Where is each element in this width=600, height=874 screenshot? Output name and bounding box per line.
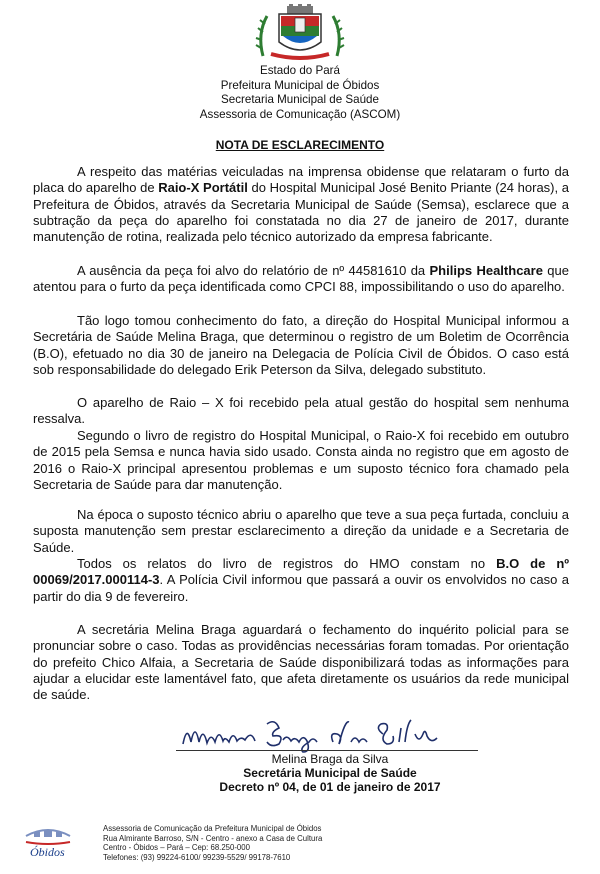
header-ascom: Assessoria de Comunicação (ASCOM) <box>199 107 401 121</box>
letterhead <box>0 64 600 122</box>
coat-of-arms-logo <box>253 4 347 62</box>
paragraph-7 <box>33 556 569 605</box>
text-span: que atentou para o furto da peça identificada como CPCI 88, impossibilitando o uso do aparelho. <box>33 263 569 295</box>
footer-line-ascom: Assessoria de Comunicação da Prefeitura Municipal de Óbidos <box>103 824 322 833</box>
bold-text: B.O de nº 00069/2017.000114-3 <box>33 556 570 588</box>
handwritten-signature <box>175 714 485 754</box>
footer-logo-text: Óbidos <box>30 845 65 859</box>
footer-line-phones: Telefones: (93) 99224-6100/ 99239-5529/ 99178-7610 <box>103 853 291 863</box>
header-secretariat: Secretaria Municipal de Saúde <box>221 93 379 107</box>
bold-text: Raio-X Portátil <box>158 180 248 196</box>
text-span: Todos os relatos do livro de registros do HMO constam no <box>77 556 497 571</box>
paragraph-1 <box>33 164 569 245</box>
footer-contact <box>103 824 322 863</box>
paragraph-3: Tão logo tomou conhecimento do fato, a direção do Hospital Municipal informou a Secretária de Saúde Melina Braga, que determinou o registro de um Boletim de Ocorrência (B.O), efetuado no dia 30 de janeiro na Delegacia de Polícia Civil de Óbidos. O caso está sob responsabilidade do delegado Erik Peterson da Silva, delegado substituto. <box>33 313 569 377</box>
footer-line-address: Rua Almirante Barroso, S/N - Centro - anexo a Casa de Cultura <box>103 833 323 843</box>
paragraph-8: A secretária Melina Braga aguardará o fechamento do inquérito policial para se pronunciar sobre o caso. Todas as providências necessárias foram tomadas. Por orientação do prefeito Chico Alfaia, a Secretaria de Saúde disponibilizará todas as informações para ajudar a elucidar este lamentável fato, que afeta diretamente os usuários da rede municipal de saúde. <box>33 622 569 703</box>
text-span: do Hospital Municipal José Benito Priante (24 horas), a Prefeitura de Óbidos, através da Secretaria Municipal de Saúde (Semsa), esclarece que a subtração da peça do aparelho foi constatada no dia 27 de janeiro de 2017, durante manutenção de rotina, realizada pelo técnico autorizado da empresa fabricante. <box>33 180 569 245</box>
signatory-name: Melina Braga da Silva <box>271 752 389 766</box>
document-title: NOTA DE ESCLARECIMENTO <box>215 138 385 152</box>
text-span: A ausência da peça foi alvo do relatório de nº 44581610 da <box>77 263 430 278</box>
header-prefecture: Prefeitura Municipal de Óbidos <box>220 78 380 92</box>
footer-line-city: Centro - Óbidos – Pará – Cep: 68.250-000 <box>103 843 250 853</box>
signature-line <box>176 750 478 751</box>
paragraph-4: O aparelho de Raio – X foi recebido pela atual gestão do hospital sem nenhuma ressalva. <box>33 395 569 427</box>
paragraph-6: Na época o suposto técnico abriu o aparelho que teve a sua peça furtada, concluiu a suposta manutenção sem prestar esclarecimento a direção da unidade e a Secretaria de Saúde. <box>33 507 569 555</box>
signatory-decree: Decreto nº 04, de 01 de janeiro de 2017 <box>219 780 441 794</box>
signatory-role: Secretária Municipal de Saúde <box>243 766 417 780</box>
text-span: A respeito das matérias veiculadas na imprensa obidense que relataram o furto da placa do aparelho de <box>33 164 569 196</box>
paragraph-5: Segundo o livro de registro do Hospital Municipal, o Raio-X foi recebido em outubro de 2015 pela Semsa e nunca havia sido usado. Consta ainda no registro que em agosto de 2016 o Raio-X principal apresentou problemas e um suposto técnico fora chamado pela Secretaria de Saúde para dar manutenção. <box>33 428 569 492</box>
text-span: . A Polícia Civil informou que passará a ouvir os envolvidos no caso a partir do dia 9 de fevereiro. <box>33 572 569 604</box>
bold-text: Philips Healthcare <box>429 263 543 278</box>
paragraph-2 <box>33 263 569 296</box>
header-state: Estado do Pará <box>260 64 340 77</box>
